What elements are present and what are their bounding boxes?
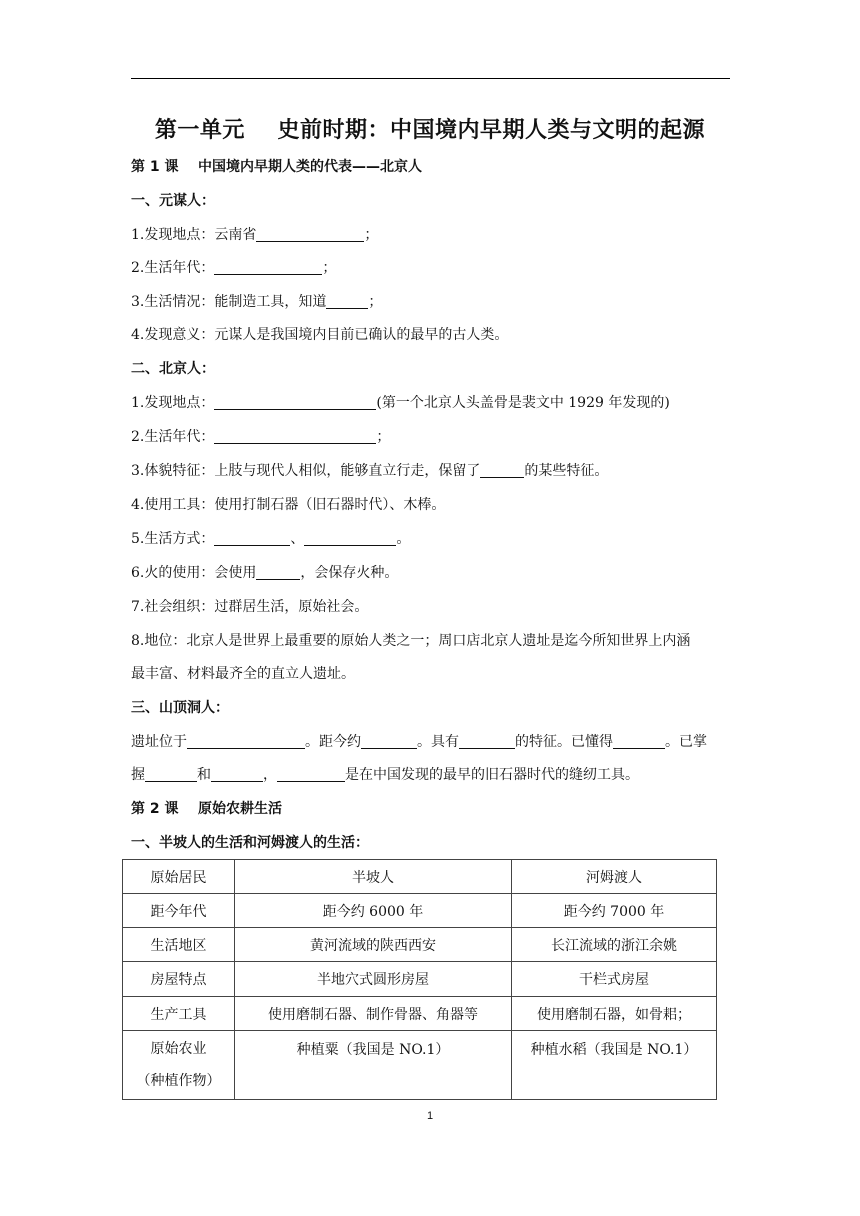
header-cell: 半坡人 [235, 860, 512, 894]
peking-line-4: 4.使用工具：使用打制石器（旧石器时代）、木棒。 [131, 497, 446, 513]
upper-cave-line-1: 遗址位于 。距今约 。具有 的特征。已懂得 。已掌 [131, 734, 707, 750]
page-number: 1 [426, 1110, 434, 1122]
table-cell: 种植粟（我国是 NO.1） [235, 1031, 512, 1100]
section-peking-heading: 二、北京人： [131, 361, 215, 377]
peking-line-3: 3.体貌特征：上肢与现代人相似，能够直立行走，保留了 的某些特征。 [131, 463, 609, 479]
header-rule [131, 78, 730, 79]
table-cell: 半地穴式圆形房屋 [235, 962, 512, 997]
comparison-table [122, 859, 717, 1100]
peking-line-8a: 8.地位：北京人是世界上最重要的原始人类之一；周口店北京人遗址是迄今所知世界上内涵 [131, 633, 691, 649]
fill-blank[interactable] [214, 429, 376, 444]
table-cell: 干栏式房屋 [512, 962, 717, 997]
table-cell: 种植水稻（我国是 NO.1） [512, 1031, 717, 1100]
fill-blank[interactable] [277, 767, 345, 782]
table-row [123, 1031, 717, 1100]
unit-title: 第一单元 史前时期：中国境内早期人类与文明的起源 [154, 118, 706, 143]
fill-blank[interactable] [326, 294, 368, 309]
peking-line-5: 5.生活方式： 、 。 [131, 531, 411, 547]
table-cell: 使用磨制石器、制作骨器、角器等 [235, 997, 512, 1031]
table-cell: 距今约 7000 年 [512, 894, 717, 928]
table-cell: 距今约 6000 年 [235, 894, 512, 928]
row-label-line: 原始农业 [150, 1041, 207, 1057]
fill-blank[interactable] [187, 734, 305, 749]
fill-blank[interactable] [214, 260, 322, 275]
table-row [123, 928, 717, 962]
section-banpo-hemudu-heading: 一、半坡人的生活和河姆渡人的生活： [131, 835, 369, 851]
row-label [123, 1031, 235, 1100]
lesson1-heading: 第 1 课 中国境内早期人类的代表——北京人 [131, 159, 422, 175]
yuanmou-line-3: 3.生活情况：能制造工具，知道 ； [131, 294, 383, 310]
row-label: 生活地区 [123, 928, 235, 962]
row-label-line: （种植作物） [136, 1073, 221, 1089]
header-cell: 原始居民 [123, 860, 235, 894]
fill-blank[interactable] [211, 767, 263, 782]
yuanmou-line-2: 2.生活年代： ； [131, 260, 337, 276]
table-header-row [123, 860, 717, 894]
fill-blank[interactable] [361, 734, 417, 749]
table-row [123, 962, 717, 997]
table-cell: 长江流域的浙江余姚 [512, 928, 717, 962]
peking-line-7: 7.社会组织：过群居生活，原始社会。 [131, 599, 369, 615]
peking-line-2: 2.生活年代： ； [131, 429, 391, 445]
section-yuanmou-heading: 一、元谋人： [131, 193, 215, 209]
peking-line-6: 6.火的使用：会使用 ，会保存火种。 [131, 565, 399, 581]
lesson2-heading: 第 2 课 原始农耕生活 [131, 801, 282, 817]
table-cell: 黄河流域的陕西西安 [235, 928, 512, 962]
peking-line-8b: 最丰富、材料最齐全的直立人遗址。 [131, 666, 355, 682]
table-row [123, 997, 717, 1031]
fill-blank[interactable] [613, 734, 665, 749]
fill-blank[interactable] [256, 227, 364, 242]
header-cell: 河姆渡人 [512, 860, 717, 894]
section-upper-cave-heading: 三、山顶洞人： [131, 700, 229, 716]
row-label: 距今年代 [123, 894, 235, 928]
peking-line-1: 1.发现地点： (第一个北京人头盖骨是裴文中 1929 年发现的) [131, 395, 670, 411]
fill-blank[interactable] [480, 463, 524, 478]
fill-blank[interactable] [145, 767, 197, 782]
upper-cave-line-2: 握 和 ， 是在中国发现的最早的旧石器时代的缝纫工具。 [131, 767, 639, 783]
yuanmou-line-1: 1.发现地点：云南省 ； [131, 227, 379, 243]
table-cell: 使用磨制石器，如骨耜； [512, 997, 717, 1031]
fill-blank[interactable] [256, 565, 300, 580]
fill-blank[interactable] [459, 734, 515, 749]
row-label: 生产工具 [123, 997, 235, 1031]
yuanmou-line-4: 4.发现意义：元谋人是我国境内目前已确认的最早的古人类。 [131, 327, 509, 343]
table-row [123, 894, 717, 928]
fill-blank[interactable] [304, 531, 396, 546]
fill-blank[interactable] [214, 395, 376, 410]
row-label: 房屋特点 [123, 962, 235, 997]
fill-blank[interactable] [214, 531, 290, 546]
